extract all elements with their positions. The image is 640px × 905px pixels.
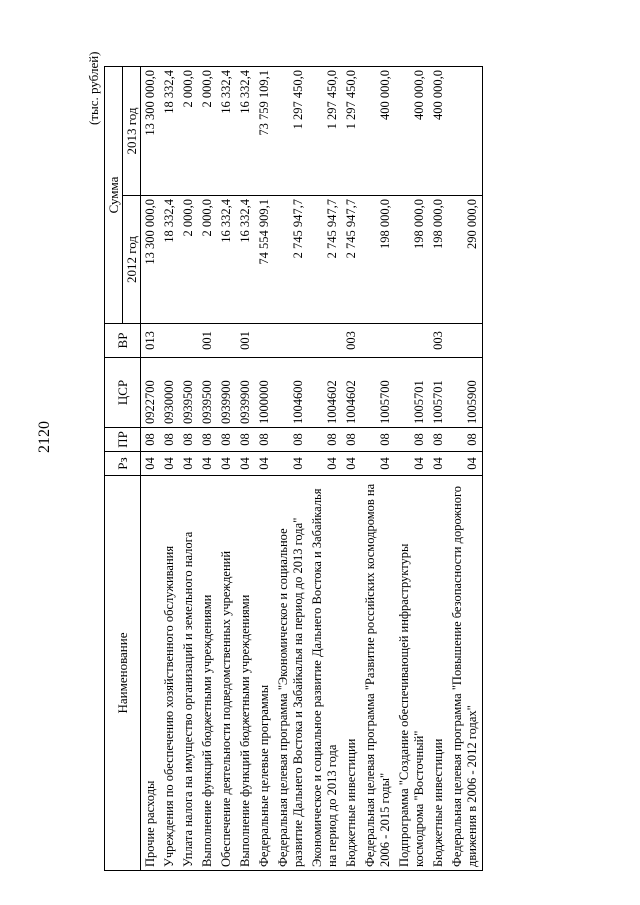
row-amount-2013: 16 332,4 (236, 67, 255, 196)
row-amount-2013: 400 000,0 (395, 67, 429, 196)
row-name: Выполнение функций бюджетными учреждениями (198, 476, 217, 871)
row-vr (361, 324, 395, 358)
row-pr: 08 (141, 428, 161, 452)
row-rz: 04 (141, 452, 161, 476)
row-pr: 08 (217, 428, 236, 452)
row-amount-2012: 2 745 947,7 (342, 196, 361, 324)
row-rz: 04 (160, 452, 179, 476)
row-csr: 1004602 (342, 358, 361, 428)
row-name: Выполнение функций бюджетными учреждениями (236, 476, 255, 871)
units-label: (тыс. рублей) (86, 51, 101, 125)
row-csr: 1005701 (395, 358, 429, 428)
row-csr: 1005701 (429, 358, 448, 428)
row-vr (274, 324, 308, 358)
row-csr: 0939500 (198, 358, 217, 428)
row-csr: 0939900 (236, 358, 255, 428)
row-pr: 08 (160, 428, 179, 452)
row-name: Федеральная целевая программа "Развитие российских космодромов на 2006 - 2015 годы" (361, 476, 395, 871)
row-vr: 001 (236, 324, 255, 358)
row-rz: 04 (361, 452, 395, 476)
row-vr (179, 324, 198, 358)
row-amount-2012: 198 000,0 (429, 196, 448, 324)
row-pr: 08 (342, 428, 361, 452)
row-vr (308, 324, 342, 358)
row-vr (217, 324, 236, 358)
table-row (342, 67, 361, 871)
row-amount-2012: 290 000,0 (448, 196, 483, 324)
row-csr: 1005900 (448, 358, 483, 428)
row-amount-2012: 74 554 909,1 (255, 196, 274, 324)
row-amount-2012: 18 332,4 (160, 196, 179, 324)
row-csr: 0939900 (217, 358, 236, 428)
row-pr: 08 (429, 428, 448, 452)
table-row (255, 67, 274, 871)
row-name: Экономическое и социальное развитие Дальнего Востока и Забайкалья на период до 2013 года (308, 476, 342, 871)
row-amount-2013: 1 297 450,0 (274, 67, 308, 196)
row-rz: 04 (255, 452, 274, 476)
row-pr: 08 (236, 428, 255, 452)
row-rz: 04 (448, 452, 483, 476)
row-vr (160, 324, 179, 358)
row-amount-2013: 1 297 450,0 (308, 67, 342, 196)
row-amount-2012: 13 300 000,0 (141, 196, 161, 324)
row-amount-2012: 16 332,4 (236, 196, 255, 324)
row-rz: 04 (236, 452, 255, 476)
row-name: Обеспечение деятельности подведомственных учреждений (217, 476, 236, 871)
header-csr: ЦСР (105, 358, 141, 428)
row-name: Учреждения по обеспечению хозяйственного обслуживания (160, 476, 179, 871)
page-number: 2120 (36, 421, 53, 453)
header-vr: ВР (105, 324, 141, 358)
row-amount-2012: 2 000,0 (179, 196, 198, 324)
row-amount-2013: 2 000,0 (179, 67, 198, 196)
row-name: Подпрограмма "Создание обеспечивающей инфраструктуры космодрома "Восточный" (395, 476, 429, 871)
row-name: Федеральная целевая программа "Экономическое и социальное развитие Дальнего Востока и Забайкалья на период до 2013 года" (274, 476, 308, 871)
row-name: Прочие расходы (141, 476, 161, 871)
header-name: Наименование (105, 476, 141, 871)
row-pr: 08 (179, 428, 198, 452)
row-csr: 1000000 (255, 358, 274, 428)
header-sum: Сумма (105, 67, 123, 324)
table-row (448, 67, 483, 871)
header-2013: 2013 год (123, 67, 141, 196)
row-pr: 08 (448, 428, 483, 452)
row-pr: 08 (255, 428, 274, 452)
row-amount-2013 (448, 67, 483, 196)
row-name: Бюджетные инвестиции (342, 476, 361, 871)
row-amount-2013: 1 297 450,0 (342, 67, 361, 196)
row-amount-2013: 400 000,0 (361, 67, 395, 196)
table-row (179, 67, 198, 871)
row-vr: 013 (141, 324, 161, 358)
row-amount-2013: 2 000,0 (198, 67, 217, 196)
table-row (217, 67, 236, 871)
row-vr (448, 324, 483, 358)
header-pr: ПР (105, 428, 141, 452)
row-amount-2013: 18 332,4 (160, 67, 179, 196)
row-rz: 04 (274, 452, 308, 476)
row-csr: 1004602 (308, 358, 342, 428)
row-name: Уплата налога на имущество организаций и земельного налога (179, 476, 198, 871)
table-row (361, 67, 395, 871)
row-pr: 08 (274, 428, 308, 452)
row-name: Федеральные целевые программы (255, 476, 274, 871)
row-csr: 0930000 (160, 358, 179, 428)
row-rz: 04 (395, 452, 429, 476)
table-body (141, 67, 483, 871)
row-amount-2013: 16 332,4 (217, 67, 236, 196)
table-row (274, 67, 308, 871)
row-amount-2012: 2 745 947,7 (274, 196, 308, 324)
table-row (141, 67, 161, 871)
row-rz: 04 (429, 452, 448, 476)
row-rz: 04 (179, 452, 198, 476)
row-csr: 1004600 (274, 358, 308, 428)
row-csr: 0939500 (179, 358, 198, 428)
row-amount-2013: 73 759 109,1 (255, 67, 274, 196)
table-row (429, 67, 448, 871)
header-2012: 2012 год (123, 196, 141, 324)
table-row (160, 67, 179, 871)
row-amount-2012: 198 000,0 (395, 196, 429, 324)
row-csr: 1005700 (361, 358, 395, 428)
row-vr: 003 (429, 324, 448, 358)
row-name: Федеральная целевая программа "Повышение безопасности дорожного движения в 2006 - 2012 годах" (448, 476, 483, 871)
row-vr: 003 (342, 324, 361, 358)
table-row (198, 67, 217, 871)
table-row (395, 67, 429, 871)
table-row (308, 67, 342, 871)
header-rz: Рз (105, 452, 141, 476)
row-rz: 04 (342, 452, 361, 476)
row-amount-2013: 400 000,0 (429, 67, 448, 196)
budget-table (104, 66, 483, 871)
row-name: Бюджетные инвестиции (429, 476, 448, 871)
table-row (236, 67, 255, 871)
row-amount-2012: 198 000,0 (361, 196, 395, 324)
row-vr: 001 (198, 324, 217, 358)
row-pr: 08 (361, 428, 395, 452)
row-csr: 0922700 (141, 358, 161, 428)
row-amount-2012: 16 332,4 (217, 196, 236, 324)
row-rz: 04 (198, 452, 217, 476)
row-amount-2012: 2 000,0 (198, 196, 217, 324)
row-pr: 08 (395, 428, 429, 452)
row-vr (395, 324, 429, 358)
row-rz: 04 (308, 452, 342, 476)
row-pr: 08 (308, 428, 342, 452)
row-pr: 08 (198, 428, 217, 452)
row-vr (255, 324, 274, 358)
row-amount-2012: 2 745 947,7 (308, 196, 342, 324)
row-rz: 04 (217, 452, 236, 476)
row-amount-2013: 13 300 000,0 (141, 67, 161, 196)
